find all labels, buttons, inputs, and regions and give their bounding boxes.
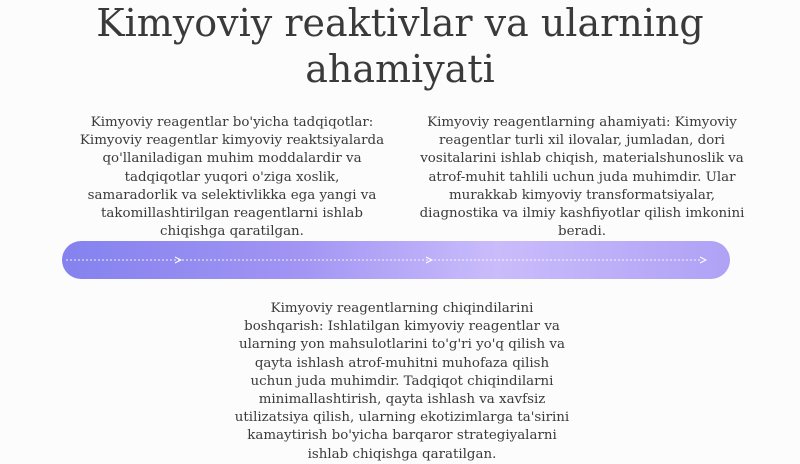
page-title: Kimyoviy reaktivlar va ularning ahamiyati xyxy=(96,1,704,91)
text-block-importance: Kimyoviy reagentlarning ahamiyati: Kimyoviy reagentlar turli xil ilovalar, jumladan, dori vositalarini ishlab chiqish, materialshunoslik va atrof-muhit tahlili uchun juda muhimdir. Ular murakkab kimyoviy transformatsiyalar, diagnostika va ilmiy kashfiyotlar qilish imkonini beradi. xyxy=(419,115,745,240)
timeline-arrows xyxy=(62,241,730,279)
timeline-bar xyxy=(62,241,730,279)
text-block-research: Kimyoviy reagentlar bo'yicha tadqiqotlar: Kimyoviy reagentlar kimyoviy reaktsiyalarda qo'llaniladigan muhim moddalardir va tadqiqotlar yuqori o'ziga xoslik, samaradorlik va selektivlikka ega yangi va takomillashtirilgan reagentlarni ishlab chiqishga qaratilgan. xyxy=(79,115,385,240)
arrow-icon xyxy=(700,257,706,263)
text-block-waste-management: Kimyoviy reagentlarning chiqindilarini boshqarish: Ishlatilgan kimyoviy reagentlar va ularning yon mahsulotlarini to'g'ri yo'q qilish va qayta ishlash atrof-muhitni muhofaza qilish uchun juda muhimdir. Tadqiqot chiqindilarni minimallashtirish, qayta ishlash va xavfsiz utilizatsiya qilish, ularning ekotizimlarga ta'sirini kamaytirish bo'yicha barqaror strategiyalarni ishlab chiqishga qaratilgan. xyxy=(234,301,570,462)
